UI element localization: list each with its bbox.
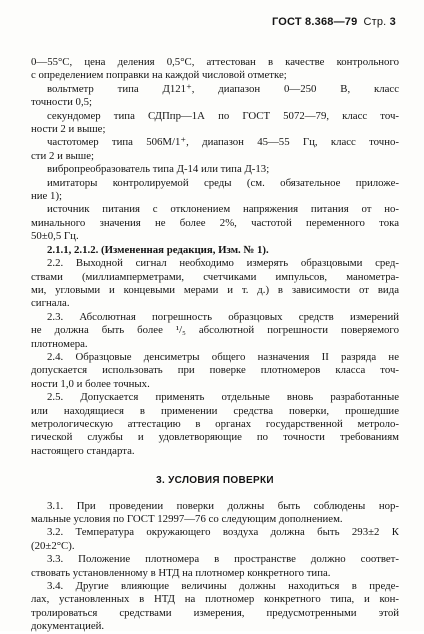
standard-number: ГОСТ 8.368—79 <box>271 16 358 28</box>
text-line: с определением поправки на каждой числовой отметке; <box>31 69 287 82</box>
text-line: ние 1); <box>31 190 63 203</box>
clause-3-2 <box>31 526 399 553</box>
text-line: частотомер типа 506М/1⁺, диапазон 45—55 Гц, класс точно- <box>47 136 399 149</box>
section-heading: 3. УСЛОВИЯ ПОВЕРКИ <box>156 475 274 487</box>
text-line: секундомер типа СДПпр—1А по ГОСТ 5072—79, класс точ- <box>47 109 399 122</box>
text-line: гической службы и удовлетворяющие по точности требованиям <box>31 431 399 444</box>
text-line: 0—55°С, цена деления 0,5°С, аттестован в качестве контрольного <box>31 56 399 68</box>
equipment-medium-simulators <box>31 177 399 190</box>
text-line: минального значения не более 2%, частотой переменного тока <box>31 216 399 229</box>
page-number: 3 <box>389 16 396 28</box>
equipment-voltmeter <box>31 83 399 96</box>
text-line: документацией. <box>31 620 105 633</box>
text-line: источник питания с отклонением напряжения питания от но- <box>47 203 399 216</box>
text-line: (20±2°С). <box>31 539 75 552</box>
text-line: 2.2. Выходной сигнал необходимо измерять образцовыми сред- <box>47 257 399 270</box>
text-line: ствами (миллиамперметрами, счетчиками импульсов, манометра- <box>31 270 399 283</box>
text-line: ности 1,0 и более точных. <box>31 377 150 390</box>
page-label: Стр. <box>363 16 387 28</box>
equipment-power-source <box>31 203 399 216</box>
text-line: 2.3. Абсолютная погрешность образцовых средств измерений <box>47 310 399 323</box>
text-line: плотномера. <box>31 337 88 350</box>
page-header <box>272 16 396 28</box>
equipment-power-source-cont <box>31 217 399 244</box>
text-line: лах, установленных в НТД на плотномер конкретного типа, и кон- <box>31 593 399 606</box>
text-line: 3.2. Температура окружающего воздуха должна быть 293±2 К <box>47 526 399 539</box>
text-line: или находящиеся в применении средства поверки, прошедшие <box>31 404 399 417</box>
clause-3-1 <box>31 500 399 527</box>
clause-2-4 <box>31 351 399 391</box>
text-line: 2.5. Допускается применять отдельные вновь разработанные <box>47 391 399 404</box>
document-body <box>31 56 399 634</box>
text-line: вольтметр типа Д121⁺, диапазон 0—250 В, класс <box>47 82 399 95</box>
text-line: 50±0,5 Гц. <box>31 230 79 243</box>
equipment-vibration-transducer <box>31 163 399 176</box>
text-line: мальные условия по ГОСТ 12997—76 со следующим дополнением. <box>31 513 343 525</box>
text-line: точности 0,5; <box>31 96 93 109</box>
text-line: ности 2 и выше; <box>31 123 106 136</box>
text-line: допускается использовать при поверке плотномеров класса точ- <box>31 364 399 377</box>
revision-note <box>31 244 399 257</box>
text-line: настоящего стандарта. <box>31 444 135 457</box>
clause-3-4 <box>31 580 399 634</box>
text-line: вибропреобразователь типа Д-14 или типа Д-13; <box>47 163 270 176</box>
equipment-stopwatch <box>31 110 399 123</box>
text-line: 3.1. При проведении поверки должны быть соблюдены нор- <box>47 499 399 512</box>
text-line: тролироваться средствами измерения, предусмотренными этой <box>31 606 399 619</box>
equipment-voltmeter-cont <box>31 96 399 109</box>
clause-2-3 <box>31 311 399 351</box>
equipment-stopwatch-cont <box>31 123 399 136</box>
text-line: ствовать установленному в НТД на плотномер конкретного типа. <box>31 566 331 579</box>
text-line: ми, угловыми и концевыми мерами и т. д.) в зависимости от вида <box>31 283 399 296</box>
clause-3-3 <box>31 553 399 580</box>
text-line: 3.4. Другие влияющие величины должны находиться в преде- <box>47 580 399 593</box>
text-line: 3.3. Положение плотномера в пространстве должно соответ- <box>47 553 399 566</box>
equipment-frequency-meter-cont <box>31 150 399 163</box>
text-line: метрологическую аттестацию в органах государственной метроло- <box>31 417 399 430</box>
text-line: сти 2 и выше; <box>31 149 95 162</box>
text-line: 2.4. Образцовые денсиметры общего назначения II разряда не <box>47 350 399 363</box>
clause-2-2 <box>31 257 399 311</box>
text-line: не должна быть более ¹/₅ абсолютной погрешности поверяемого <box>31 324 399 337</box>
text-line: 2.1.1, 2.1.2. (Измененная редакция, Изм. № 1). <box>47 243 269 256</box>
text-line: имитаторы контролируемой среды (см. обязательное приложе- <box>47 176 399 189</box>
equipment-medium-simulators-cont <box>31 190 399 203</box>
text-line: сигнала. <box>31 297 70 310</box>
equipment-frequency-meter <box>31 136 399 149</box>
clause-2-5 <box>31 391 399 458</box>
equipment-thermometer-continuation <box>31 56 399 83</box>
